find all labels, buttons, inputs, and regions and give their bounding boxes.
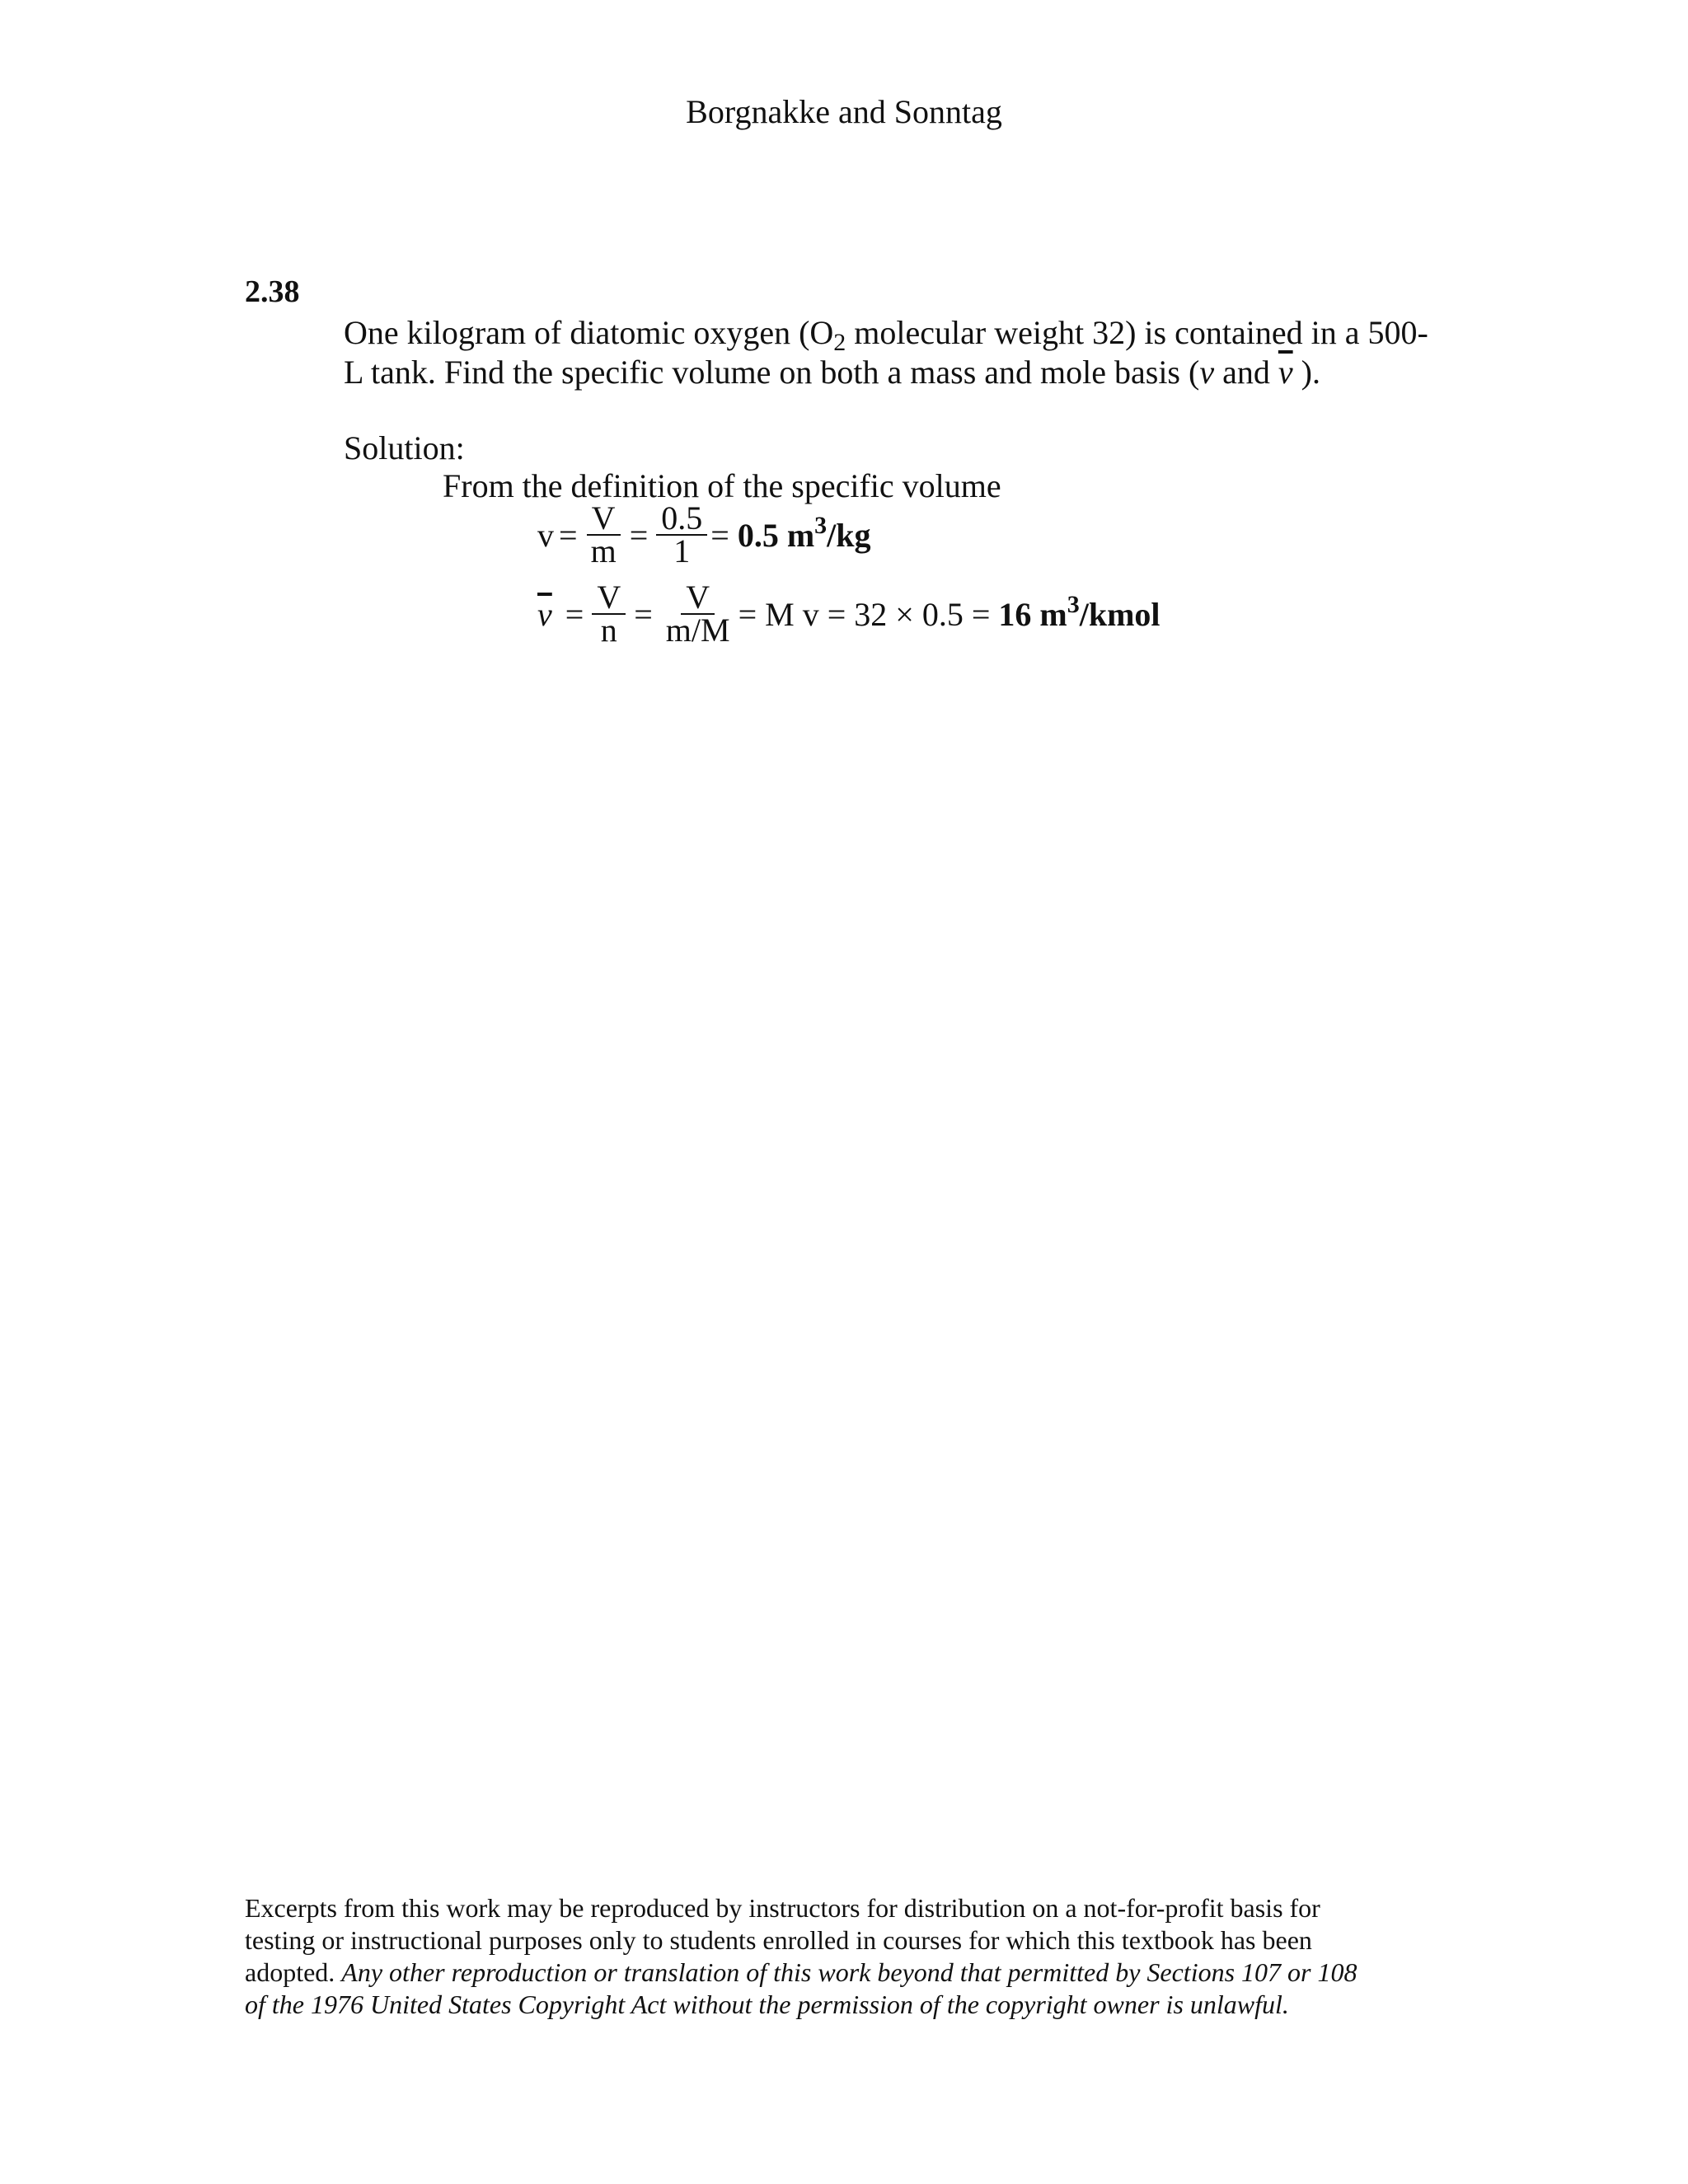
problem-line-1	[344, 313, 1428, 356]
denominator: m/M	[665, 612, 730, 649]
footer-line: of the 1976 United States Copyright Act without the permission of the copyright owner is unlawful.	[245, 1990, 1289, 2019]
denominator: n	[600, 612, 617, 649]
problem-text: One kilogram of diatomic oxygen (O	[344, 314, 834, 351]
eq-sign: =	[634, 595, 653, 633]
eq-sign: =	[710, 516, 738, 554]
solution-intro: From the definition of the specific volume	[443, 467, 1001, 504]
eq-lhs: v	[537, 516, 554, 554]
fraction-v-over-m	[586, 499, 621, 569]
problem-text: molecular weight 32) is contained in a 500-	[846, 314, 1428, 351]
equation-mass-basis	[537, 499, 871, 569]
eq-sign: =	[559, 516, 578, 554]
fraction-v-over-n	[592, 579, 626, 649]
denominator: m	[590, 532, 617, 569]
equation-mole-basis	[537, 579, 1160, 649]
problem-number: 2.38	[245, 274, 300, 309]
result-mole-basis	[998, 590, 1160, 634]
result-mass-basis	[737, 511, 871, 555]
subscript: 2	[833, 329, 846, 356]
numerator: V	[587, 503, 621, 536]
result-unit: /kmol	[1079, 595, 1160, 633]
copyright-footer	[245, 1892, 1357, 2021]
footer-line: Excerpts from this work may be reproduced by instructors for distribution on a not-for-profit basis for	[245, 1893, 1320, 1923]
problem-line-2	[344, 353, 1428, 392]
footer-line	[245, 1957, 1357, 1989]
numerator: 0.5	[656, 503, 707, 536]
problem-text: ).	[1292, 354, 1320, 391]
fraction-values	[656, 499, 707, 569]
solution-label: Solution:	[344, 429, 465, 466]
result-text: 0.5 m	[737, 516, 815, 554]
superscript: 3	[814, 511, 828, 539]
eq-middle: = M v = 32 × 0.5 =	[738, 595, 999, 633]
numerator: V	[592, 582, 626, 615]
footer-line: testing or instructional purposes only to students enrolled in courses for which this textbook has been	[245, 1925, 1312, 1955]
eq-lhs-v-bar: $\overline{v}$	[537, 595, 552, 633]
result-unit: /kg	[827, 516, 871, 554]
result-text: 16 m	[998, 595, 1067, 633]
problem-statement	[344, 313, 1428, 392]
footer-text: adopted.	[245, 1957, 342, 1987]
superscript: 3	[1067, 590, 1080, 618]
eq-sign: =	[565, 595, 584, 633]
footer-italic-text: Any other reproduction or translation of this work beyond that permitted by Sections 107 or 108	[341, 1957, 1357, 1987]
eq-sign: =	[629, 516, 649, 554]
page-header: Borgnakke and Sonntag	[686, 93, 1002, 130]
denominator: 1	[673, 532, 691, 569]
fraction-v-over-m-over-M	[661, 579, 735, 649]
problem-text: and	[1214, 354, 1278, 391]
symbol-v-bar: $\overline{v}$	[1278, 354, 1293, 391]
symbol-v: v	[1199, 354, 1215, 391]
numerator: V	[681, 582, 715, 615]
problem-text: L tank. Find the specific volume on both a mass and mole basis (	[344, 354, 1200, 391]
